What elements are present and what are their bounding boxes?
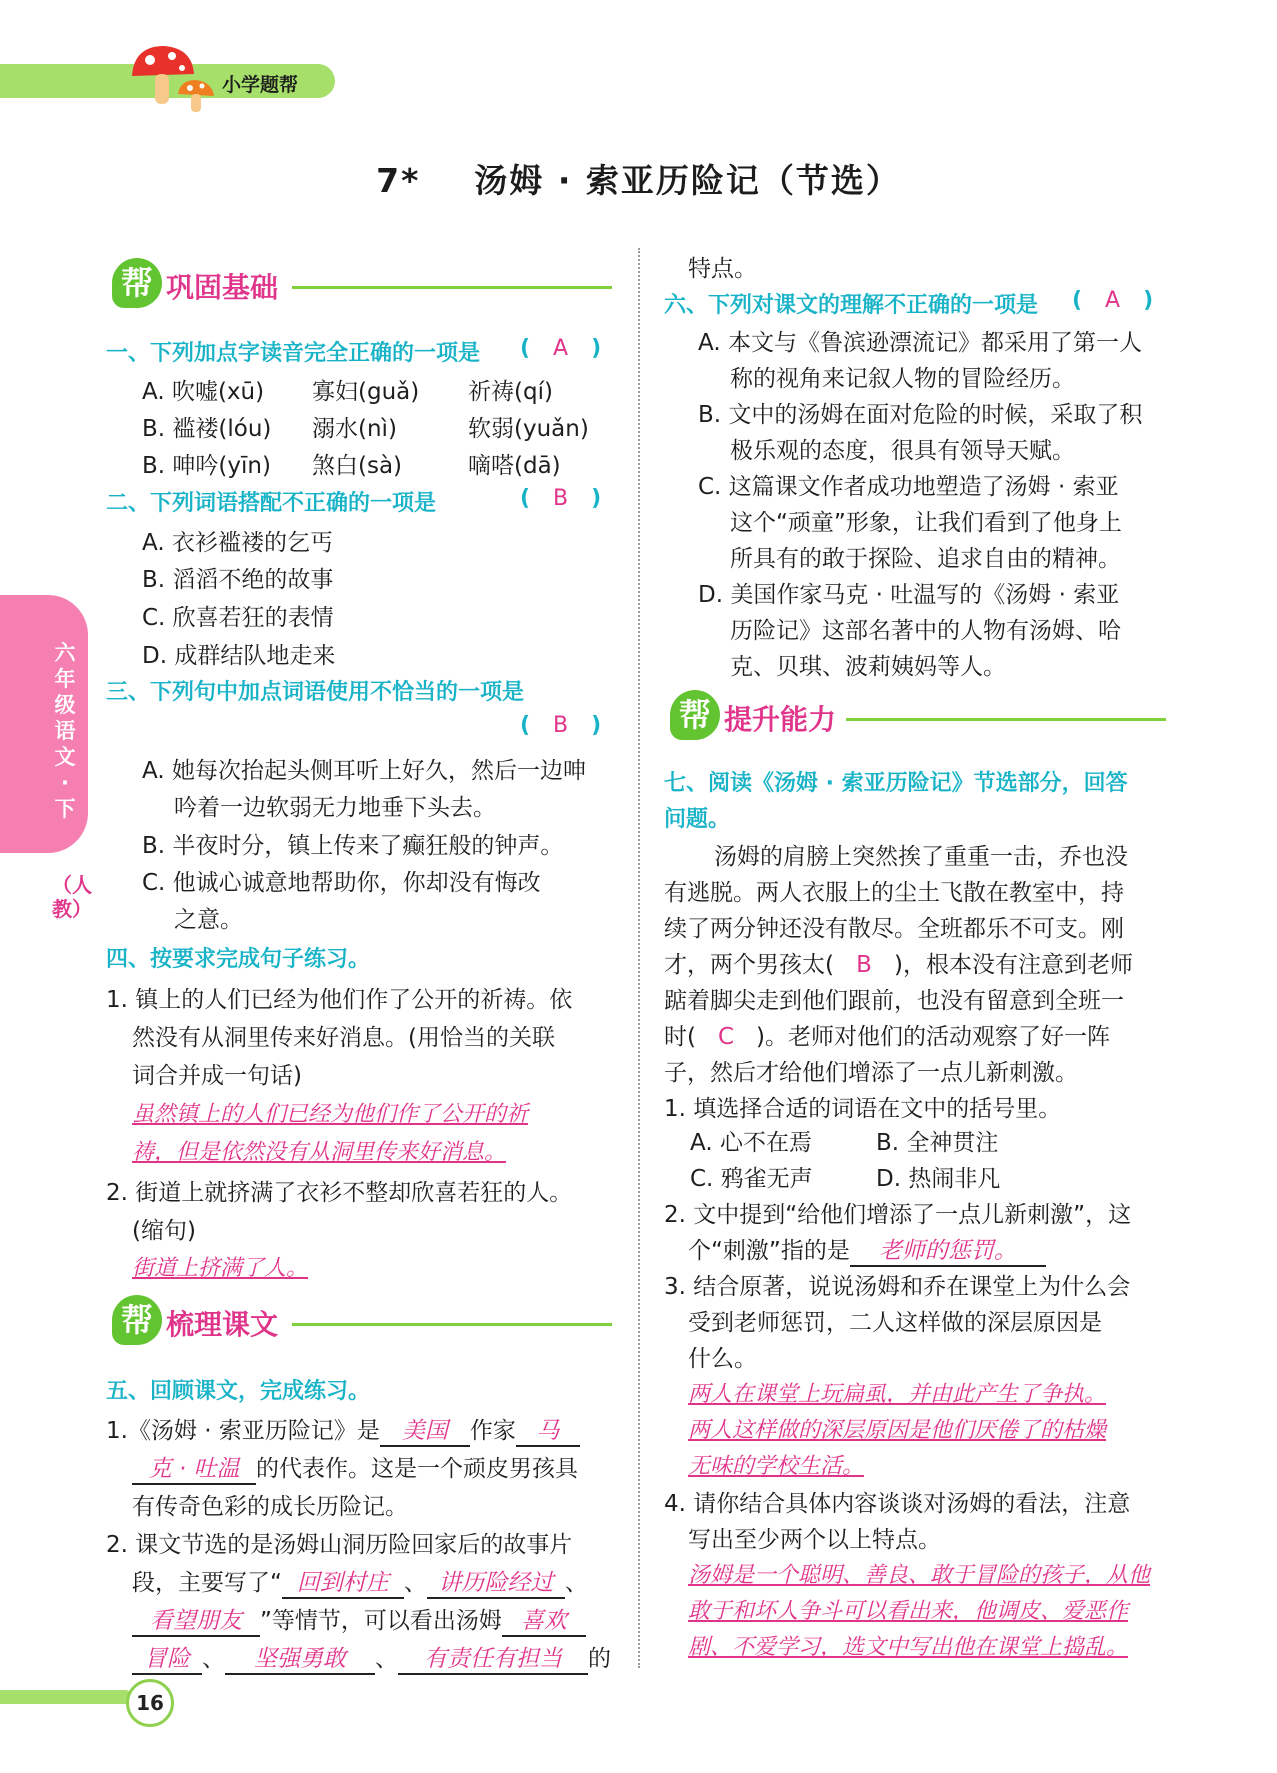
q6-line9: 历险记》这部名著中的人物有汤姆、哈 [730, 618, 1121, 644]
section-rule [292, 286, 612, 289]
q1-option-a1: A. 吹嘘(xū) [142, 379, 265, 405]
q7-stem-line1: 七、阅读《汤姆 · 索亚历险记》节选部分，回答 [664, 771, 1128, 796]
q6-line6: 这个“顽童”形象，让我们看到了他身上 [730, 510, 1122, 536]
q7-sub3-line3: 什么。 [688, 1346, 757, 1372]
q5-item2-line4: 冒险 、 坚强勇敢 、 有责任有担当 的 [132, 1640, 611, 1675]
q7-answer4-line3: 剧、不爱学习，选文中写出他在课堂上捣乱。 [688, 1635, 1129, 1660]
column-divider [638, 248, 640, 1668]
q5-item1-line1: 1.《汤姆 · 索亚历险记》是 美国 作家 马 [106, 1412, 580, 1447]
q2-option-d: D. 成群结队地走来 [142, 643, 336, 669]
q6-line2: 称的视角来记叙人物的冒险经历。 [730, 366, 1075, 392]
q7-answer4-line2: 敢于和坏人争斗可以看出来，他调皮、爱恶作 [688, 1599, 1129, 1624]
q3-option-c-line2: 之意。 [174, 907, 243, 933]
q7-opt-b: B. 全神贯注 [876, 1130, 999, 1156]
badge-icon: 帮 [112, 258, 162, 308]
q5-item2-line2: 段，主要写了“ 回到村庄 、 讲历险经过 、 [132, 1564, 588, 1599]
q6-stem: 六、下列对课文的理解不正确的一项是 [664, 293, 1039, 318]
q4-item1-line3: 词合并成一句话) [132, 1063, 302, 1089]
q3-stem: 三、下列句中加点词语使用不恰当的一项是 [106, 680, 525, 705]
q1-option-b1: B. 褴褛(lóu) [142, 416, 272, 442]
q4-item2-line2: (缩句) [132, 1218, 196, 1244]
q1-stem: 一、下列加点字读音完全正确的一项是 [106, 341, 481, 366]
q7-opt-c: C. 鸦雀无声 [690, 1166, 813, 1192]
q7-answer3-line2: 两人这样做的深层原因是他们厌倦了的枯燥 [688, 1418, 1107, 1443]
section-rule [846, 718, 1166, 721]
q2-option-a: A. 衣衫褴褛的乞丐 [142, 530, 333, 556]
edition-label: （人教） [52, 873, 92, 921]
q3-option-b: B. 半夜时分，镇上传来了癫狂般的钟声。 [142, 833, 564, 859]
q7-passage-line5: 踮着脚尖走到他们跟前，也没有留意到全班一 [664, 988, 1124, 1014]
grade-label: 六年级语文·下 [54, 641, 76, 821]
q3-option-c-line1: C. 他诚心诚意地帮助你，你却没有悔改 [142, 870, 541, 896]
badge-icon: 帮 [670, 690, 720, 740]
q4-answer1-line1: 虽然镇上的人们已经为他们作了公开的祈 [132, 1102, 529, 1127]
q7-answer3-line3: 无味的学校生活。 [688, 1454, 865, 1479]
q7-passage-line6: 时( C )。老师对他们的活动观察了好一阵 [664, 1024, 1110, 1050]
section-title: 提升能力 [724, 703, 837, 736]
q5-item2-line3: 看望朋友 ”等情节，可以看出汤姆 喜欢 [132, 1602, 586, 1637]
badge-icon: 帮 [112, 1295, 162, 1345]
q5-item1-line2: 克 · 吐温 的代表作。这是一个顽皮男孩具 [132, 1450, 578, 1485]
brand-label: 小学题帮 [222, 74, 299, 96]
q7-sub3-line2: 受到老师惩罚，二人这样做的深层原因是 [688, 1310, 1102, 1336]
q7-passage-line7: 子，然后才给他们增添了一点儿新刺激。 [664, 1060, 1078, 1086]
section-header-improve [670, 690, 1170, 744]
section-title: 梳理课文 [166, 1308, 279, 1341]
q2-bracket: ( B ) [520, 486, 602, 511]
q7-sub3-line1: 3. 结合原著，说说汤姆和乔在课堂上为什么会 [664, 1274, 1131, 1300]
q7-opt-d: D. 热闹非凡 [876, 1166, 1001, 1192]
q7-sub4-line2: 写出至少两个以上特点。 [688, 1527, 941, 1553]
q4-answer1-line2: 祷，但是依然没有从洞里传来好消息。 [132, 1140, 507, 1165]
q7-sub4-line1: 4. 请你结合具体内容谈谈对汤姆的看法，注意 [664, 1491, 1131, 1517]
q7-opt-a: A. 心不在焉 [690, 1130, 812, 1156]
q6-line5: C. 这篇课文作者成功地塑造了汤姆 · 索亚 [698, 474, 1119, 500]
q3-option-a-line2: 吟着一边软弱无力地垂下头去。 [174, 795, 496, 821]
q1-option-c3: 嘀嗒(dā) [468, 453, 561, 479]
q1-option-a3: 祈祷(qí) [468, 379, 553, 405]
q5-item2-line1: 2. 课文节选的是汤姆山洞历险回家后的故事片 [106, 1532, 573, 1558]
q1-option-c1: B. 呻吟(yīn) [142, 453, 271, 479]
q7-sub1: 1. 填选择合适的词语在文中的括号里。 [664, 1096, 1062, 1122]
q7-answer4-line1: 汤姆是一个聪明、善良、敢于冒险的孩子，从他 [688, 1563, 1151, 1588]
page-number: 16 [126, 1679, 174, 1727]
q5-stem: 五、回顾课文，完成练习。 [106, 1379, 371, 1404]
q7-passage-line4: 才，两个男孩太( B )，根本没有注意到老师 [664, 952, 1133, 978]
q7-passage-line3: 续了两分钟还没有散尽。全班都乐不可支。刚 [664, 916, 1124, 942]
q2-option-c: C. 欣喜若狂的表情 [142, 605, 334, 631]
q6-line10: 克、贝琪、波莉姨妈等人。 [730, 654, 1006, 680]
q7-stem-line2: 问题。 [664, 807, 731, 832]
q1-option-b3: 软弱(yuǎn) [468, 416, 589, 442]
q3-bracket: ( B ) [520, 713, 602, 738]
q6-line4: 极乐观的态度，很具有领导天赋。 [730, 438, 1075, 464]
q5-item2-line5: 特点。 [688, 256, 757, 282]
q6-line8: D. 美国作家马克 · 吐温写的《汤姆 · 索亚 [698, 582, 1120, 608]
q6-bracket: ( A ) [1072, 288, 1154, 313]
footer-bar [0, 1690, 132, 1704]
q1-option-b2: 溺水(nì) [312, 416, 397, 442]
q7-passage-line1: 汤姆的肩膀上突然挨了重重一击，乔也没 [714, 844, 1128, 870]
q6-line1: A. 本文与《鲁滨逊漂流记》都采用了第一人 [698, 330, 1142, 356]
q4-stem: 四、按要求完成句子练习。 [106, 947, 371, 972]
q2-stem: 二、下列词语搭配不正确的一项是 [106, 491, 437, 516]
q7-sub2-line2: 个“刺激”指的是 老师的惩罚。 [688, 1232, 1046, 1267]
q4-answer2: 街道上挤满了人。 [132, 1256, 309, 1281]
q1-option-a2: 寡妇(guǎ) [312, 379, 420, 405]
q4-item1-line2: 然没有从洞里传来好消息。(用恰当的关联 [132, 1025, 555, 1051]
q5-item1-line3: 有传奇色彩的成长历险记。 [132, 1494, 408, 1520]
q1-bracket: ( A ) [520, 336, 602, 361]
q7-answer3-line1: 两人在课堂上玩扁虱，并由此产生了争执。 [688, 1382, 1107, 1407]
section-rule [292, 1323, 612, 1326]
page-title: 7* 汤姆 · 索亚历险记（节选） [376, 161, 901, 200]
section-header-consolidate [112, 258, 612, 312]
q6-line3: B. 文中的汤姆在面对危险的时候，采取了积 [698, 402, 1143, 428]
q7-sub2-line1: 2. 文中提到“给他们增添了一点儿新刺激”，这 [664, 1202, 1132, 1228]
q3-option-a-line1: A. 她每次抬起头侧耳听上好久，然后一边呻 [142, 758, 586, 784]
q4-item2-line1: 2. 街道上就挤满了衣衫不整却欣喜若狂的人。 [106, 1180, 573, 1206]
section-header-review [112, 1295, 612, 1349]
q6-line7: 所具有的敢于探险、追求自由的精神。 [730, 546, 1121, 572]
q1-option-c2: 煞白(sà) [312, 453, 403, 479]
section-title: 巩固基础 [166, 271, 279, 304]
q7-passage-line2: 有逃脱。两人衣服上的尘土飞散在教室中，持 [664, 880, 1124, 906]
mushroom-icon [128, 42, 220, 114]
q2-option-b: B. 滔滔不绝的故事 [142, 567, 334, 593]
q4-item1-line1: 1. 镇上的人们已经为他们作了公开的祈祷。依 [106, 987, 573, 1013]
